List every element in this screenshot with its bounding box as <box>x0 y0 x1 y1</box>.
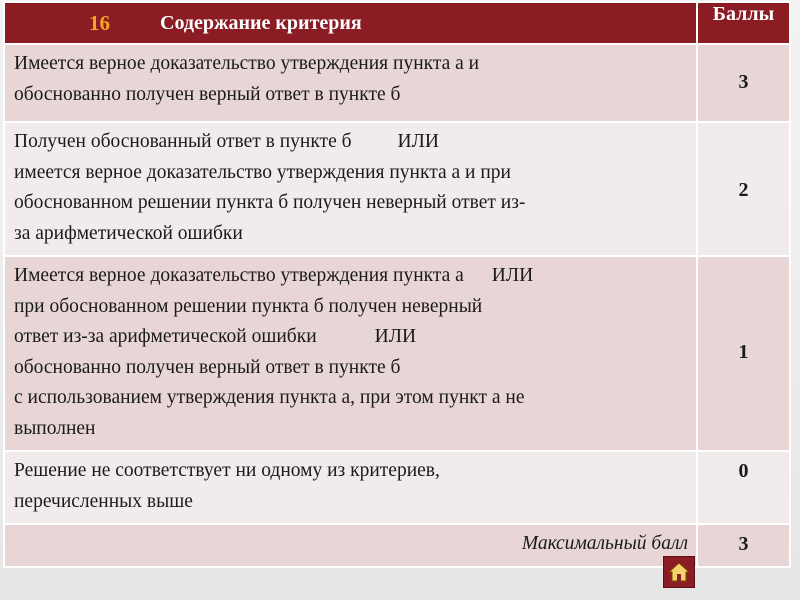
text-line: перечисленных выше <box>14 490 193 512</box>
criteria-row-1 <box>4 256 790 451</box>
task-number: 16 <box>89 10 110 35</box>
score-column-title: Баллы <box>697 2 790 44</box>
home-button[interactable] <box>663 556 695 588</box>
score-value: 1 <box>697 256 790 451</box>
text-line: обоснованно получен верный ответ в пункте б <box>14 83 401 105</box>
table-header-row <box>4 2 790 44</box>
max-score-label: Максимальный балл <box>4 524 697 567</box>
criteria-row-0 <box>4 451 790 524</box>
criteria-text <box>4 256 697 451</box>
criteria-table <box>3 1 791 568</box>
text-line <box>14 127 690 158</box>
score-value: 0 <box>697 451 790 524</box>
home-icon <box>664 557 694 587</box>
text-line: обоснованном решении пункта б получен неверный ответ из- <box>14 192 526 213</box>
score-value: 3 <box>697 44 790 122</box>
text-line: с использованием утверждения пункта а, при этом пункт а не <box>14 387 525 408</box>
text-line: при обоснованном решении пункта б получен неверный <box>14 295 483 317</box>
criteria-text <box>4 44 697 122</box>
text-segment: Имеется верное доказательство утверждения пункта а <box>14 265 464 286</box>
text-line: имеется верное доказательство утверждения пункта а и при <box>14 161 511 183</box>
or-label: ИЛИ <box>374 326 417 347</box>
text-line: обоснованно получен верный ответ в пункте б <box>14 356 401 378</box>
text-line: Решение не соответствует ни одному из критериев, <box>14 460 440 481</box>
criteria-row-3 <box>4 44 790 122</box>
text-line: за арифметической ошибки <box>14 222 243 244</box>
text-line <box>14 322 690 353</box>
score-value: 2 <box>697 122 790 256</box>
or-label: ИЛИ <box>397 131 439 152</box>
criteria-text <box>4 122 697 256</box>
text-segment: ответ из-за арифметической ошибки <box>14 326 317 347</box>
or-label: ИЛИ <box>491 265 534 286</box>
text-segment: Получен обоснованный ответ в пункте б <box>14 131 352 152</box>
text-line: Имеется верное доказательство утверждения пункта а и <box>14 53 480 74</box>
header-cell <box>4 2 697 44</box>
max-score-value: 3 <box>697 524 790 567</box>
criteria-row-2 <box>4 122 790 256</box>
criteria-text <box>4 451 697 524</box>
text-line: выполнен <box>14 417 96 439</box>
criteria-column-title: Содержание критерия <box>160 11 362 34</box>
text-line <box>14 261 690 292</box>
